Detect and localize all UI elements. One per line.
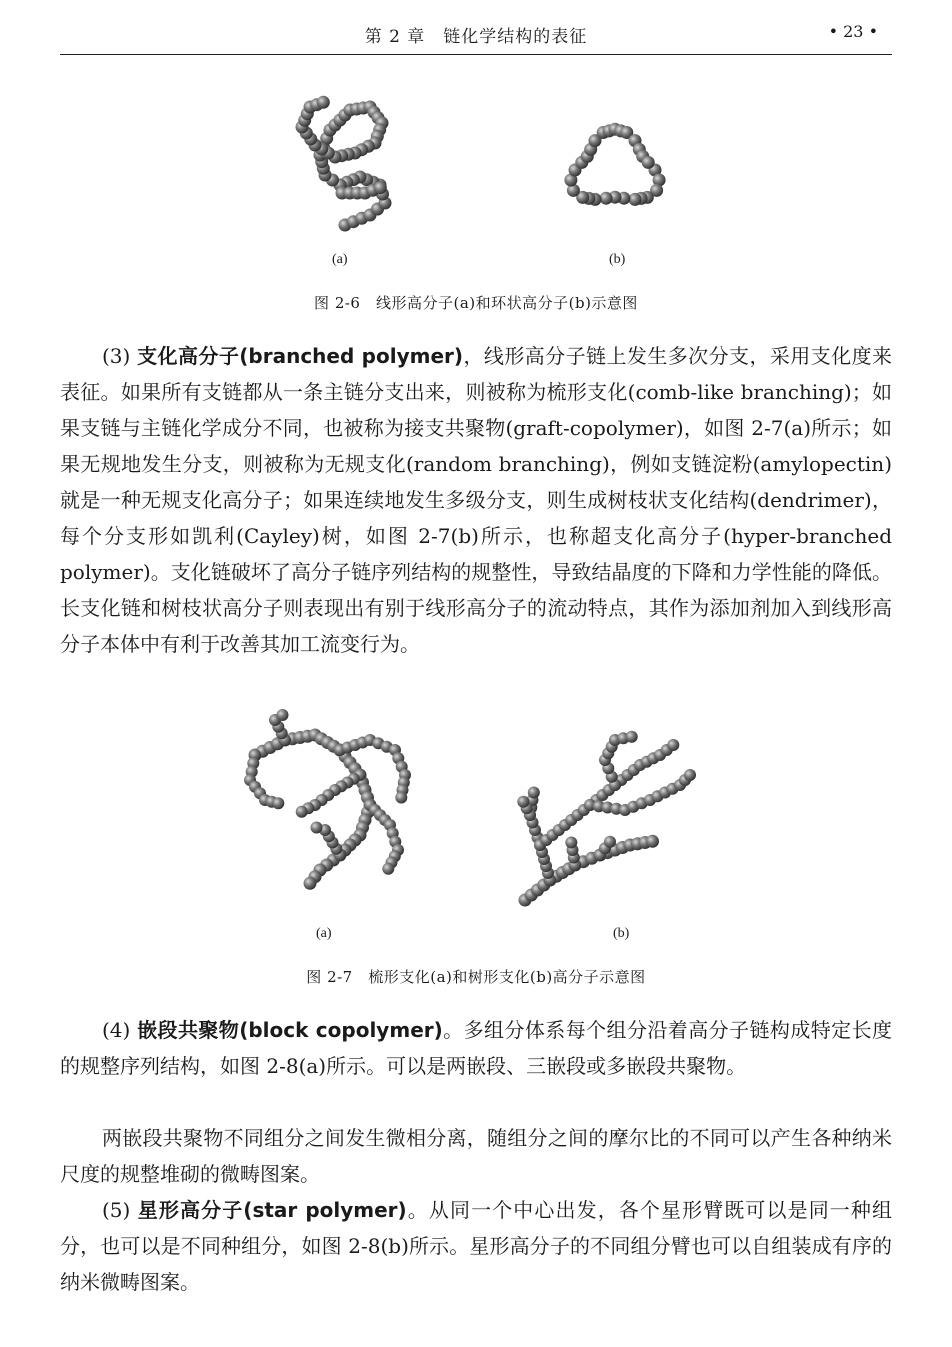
- paragraph-branched: (3) 支化高分子(branched polymer)，线形高分子链上发生多次分支，采用支化度来表征。如果所有支链都从一条主链分支出来，则被称为梳形支化(comb-like branching)；如果支链与主链化学成分不同，也被称为接支共聚物(graft-copolymer)，如图 2-7(a)所示；如果无规地发生分支，则被称为无规支化(random branching)，例如支链淀粉(amylopectin)就是一种无规支化高分子；如果连续地发生多级分支，则生成树枝状支化结构(dendrimer)，每个分支形如凯利(Cayley)树，如图 2-7(b)所示，也称超支化高分子(hyper-branched polymer)。支化链破坏了高分子链序列结构的规整性，导致结晶度的下降和力学性能的降低。长支化链和树枝状高分子则表现出有别于线形高分子的流动特点，其作为添加剂加入到线形高分子本体中有利于改善其加工流变行为。: [60, 344, 893, 656]
- linear-polymer-icon: [296, 96, 392, 232]
- fig26-label-b: (b): [609, 252, 626, 267]
- term-block-copolymer: 嵌段共聚物(block copolymer): [137, 1018, 443, 1042]
- paragraph-block-copolymer: (4) 嵌段共聚物(block copolymer)。多组分体系每个组分沿着高分子链构成特定长度的规整序列结构，如图 2-8(a)所示。可以是两嵌段、三嵌段或多嵌段共聚物。: [60, 1018, 893, 1078]
- fig27-label-a: (a): [316, 926, 332, 941]
- running-header: [60, 20, 892, 55]
- figure-2-6-caption: 图 2-6 线形高分子(a)和环状高分子(b)示意图: [314, 294, 638, 312]
- dendritic-polymer-icon: [517, 731, 696, 907]
- term-star-polymer: 星形高分子(star polymer): [137, 1198, 407, 1222]
- paragraph-star: (5) 星形高分子(star polymer)。从同一个中心出发，各个星形臂既可以是同一种组分，也可以是不同种组分，如图 2-8(b)所示。星形高分子的不同组分臂也可以自组装成有序的纳米微畴图案。: [60, 1198, 892, 1294]
- chapter-title: 第 2 章 链化学结构的表征: [364, 27, 588, 47]
- fig27-label-b: (b): [613, 926, 630, 941]
- paragraph-microphase: 两嵌段共聚物不同组分之间发生微相分离，随组分之间的摩尔比的不同可以产生各种纳米尺度的规整堆砌的微畴图案。: [60, 1126, 892, 1186]
- figure-2-7: [230, 705, 730, 920]
- term-branched: 支化高分子(branched polymer): [137, 344, 464, 368]
- ring-polymer-icon: [564, 123, 665, 206]
- page-number: • 23 •: [828, 22, 878, 41]
- comb-branched-polymer-icon: [244, 709, 411, 890]
- fig26-label-a: (a): [332, 252, 348, 267]
- figure-2-7-caption: 图 2-7 梳形支化(a)和树形支化(b)高分子示意图: [306, 968, 646, 986]
- figure-2-6: [270, 85, 690, 275]
